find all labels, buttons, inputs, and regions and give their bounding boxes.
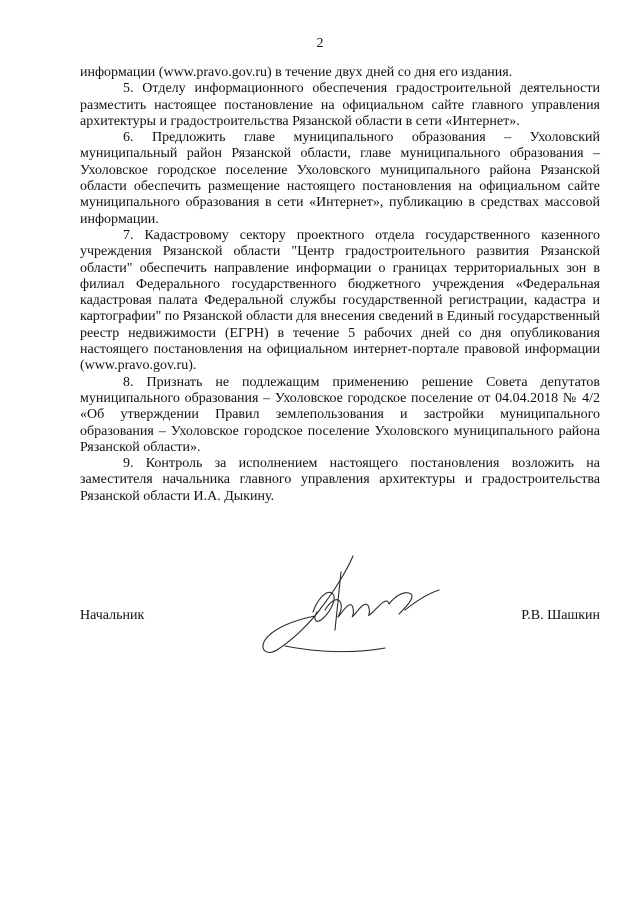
paragraph-text: Контроль за исполнением настоящего постановления возложить на заместителя начальника главного управления архитектуры и градостроительства Рязанской области И.А. Дыкину. — [80, 456, 601, 504]
paragraph-5 — [80, 81, 600, 130]
paragraph-number: 7. — [123, 227, 134, 243]
signer-name: Р.В. Шашкин — [521, 608, 600, 623]
paragraph-text: Признать не подлежащим применению решение Совета депутатов муниципального образования – Ухоловское городское поселение от 04.04.2018 № 4/2 «Об утверждении Правил землепользования и застройки муниципального образования – Ухоловское городское поселение Ухоловского муниципального района Рязанской области». — [80, 374, 600, 455]
paragraph-6 — [80, 130, 600, 228]
paragraph-text: информации (www.pravo.gov.ru) в течение двух дней со дня его издания. — [80, 65, 513, 80]
paragraph-9 — [80, 456, 600, 505]
paragraph-text: Кадастровому сектору проектного отдела государственного казенного учреждения Рязанской области "Центр градостроительного развития Рязанской области" обеспечить направление информации о границах территориальных зон в филиал Федерального государственного бюджетного учреждения «Федеральная кадастровая палата Федеральной службы государственной регистрации, кадастра и картографии" по Рязанской области для внесения сведений в Единый государственный реестр недвижимости (ЕГРН) в течение 5 рабочих дней со дня опубликования настоящего постановления на официальном интернет-портале правовой информации (www.pravo.gov.ru). — [80, 227, 601, 374]
paragraph-number: 6. — [123, 130, 134, 146]
paragraph-number: 8. — [123, 374, 134, 390]
signer-title: Начальник — [80, 608, 145, 623]
signature-block — [80, 608, 600, 628]
paragraph-7 — [80, 228, 600, 375]
paragraph-text: Предложить главе муниципального образования – Ухоловский муниципальный район Рязанской области, главе муниципального образования – Ухоловское городское поселение Ухоловского муниципального района Рязанской области обеспечить размещение настоящего постановления на официальном сайте муниципального образования в сети «Интернет», публикацию в средствах массовой информации. — [80, 130, 600, 227]
page-number: 2 — [316, 36, 324, 51]
paragraph-number: 5. — [123, 81, 134, 97]
paragraph-8 — [80, 375, 600, 456]
paragraph-text: Отделу информационного обеспечения градостроительной деятельности разместить настоящее постановление на официальном сайте главного управления архитектуры и градостроительства Рязанской области в сети «Интернет». — [80, 81, 601, 129]
paragraph-number: 9. — [123, 456, 134, 472]
document-body — [80, 65, 600, 505]
paragraph-continuation — [80, 65, 600, 81]
